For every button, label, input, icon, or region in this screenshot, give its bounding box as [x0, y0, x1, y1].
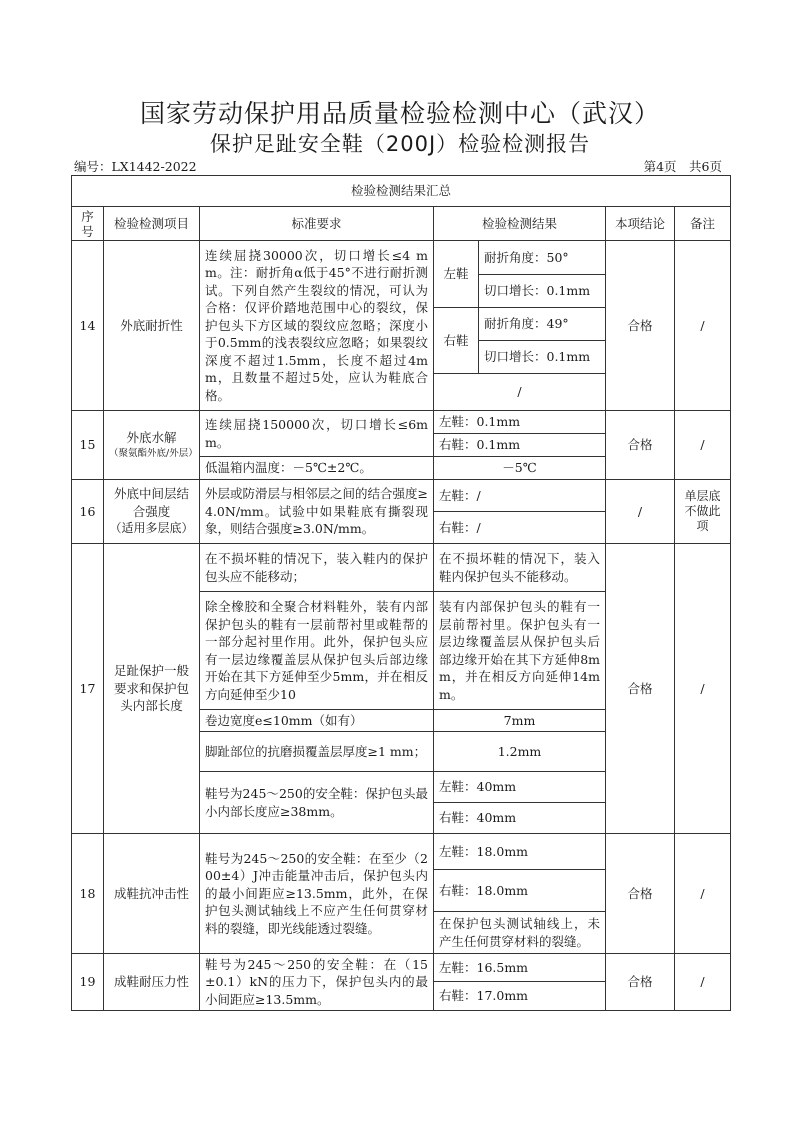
result-2: 装有内部保护包头的鞋有一层前帮衬里。保护包头有一层边缘覆盖层从保护包头后部边缘开始在其下方延伸8mm，并在相反方向延伸14mm。 — [434, 592, 606, 710]
row-item — [104, 480, 200, 544]
item-title: 外底中间层结合强度 — [113, 486, 189, 519]
row-requirement: 连续屈挠30000次，切口增长≤4 mm。注：耐折角α低于45°不进行耐折测试。下列自然产生裂纹的情况，可认为合格：仅评价踏地范围中心的裂纹，保护包头下方区域的裂纹应忽略；深度小于0.5mm的浅表裂纹应忽略；如果裂纹深度不超过1.5mm，长度不超过4mm，且数量不超过5处，应认为鞋底合格。 — [200, 241, 434, 411]
row-requirement: 鞋号为245～250的安全鞋：在（15±0.1）kN的压力下，保护包头内的最小间距应≥13.5mm。 — [200, 954, 434, 1011]
row-requirement: 外层或防滑层与相邻层之间的结合强度≥4.0N/mm。试验中如果鞋底有撕裂现象，则结合强度≥3.0N/mm。 — [200, 480, 434, 544]
results-table — [71, 175, 731, 1011]
right-result: 右鞋：0.1mm — [434, 434, 606, 457]
row-item — [104, 411, 200, 480]
col-result: 检验检测结果 — [434, 207, 606, 241]
right-result: 右鞋：/ — [434, 512, 606, 544]
row-requirement: 鞋号为245～250的安全鞋：在至少（200±4）J冲击能量冲击后，保护包头内的最小间距应≥13.5mm，此外，在保护包头测试轴线上不应产生任何贯穿材料的裂缝，即光线能透过裂缝。 — [200, 834, 434, 954]
col-remark: 备注 — [675, 207, 731, 241]
requirement-5: 鞋号为245～250的安全鞋：保护包头最小内部长度应≥38mm。 — [200, 772, 434, 834]
requirement-1: 在不损坏鞋的情况下，装入鞋内的保护包头应不能移动； — [200, 544, 434, 592]
requirement-4: 脚趾部位的抗磨损覆盖层厚度≥1 mm； — [200, 732, 434, 772]
row-item: 成鞋耐压力性 — [104, 954, 200, 1011]
row-conclusion: 合格 — [606, 544, 675, 834]
col-requirement: 标准要求 — [200, 207, 434, 241]
table-row — [72, 834, 731, 870]
left-result: 左鞋：/ — [434, 480, 606, 512]
requirement-3: 卷边宽度e≤10mm（如有） — [200, 710, 434, 732]
institution-title: 国家劳动保护用品质量检验检测中心（武汉） — [139, 99, 660, 128]
left-result: 左鞋：18.0mm — [434, 834, 606, 870]
row-seq: 14 — [72, 241, 104, 411]
row-remark: / — [675, 834, 731, 954]
col-conclusion: 本项结论 — [606, 207, 675, 241]
left-result: 左鞋：16.5mm — [434, 954, 606, 982]
right-result: 右鞋：18.0mm — [434, 870, 606, 912]
right-angle: 耐折角度：49° — [479, 308, 606, 341]
table-row — [72, 544, 731, 592]
row-remark: / — [675, 411, 731, 480]
col-item: 检验检测项目 — [104, 207, 200, 241]
row-item: 外底耐折性 — [104, 241, 200, 411]
table-header-row — [72, 207, 731, 241]
row-conclusion: 合格 — [606, 954, 675, 1011]
right-result: 右鞋：17.0mm — [434, 982, 606, 1011]
result-extra: / — [434, 374, 606, 411]
table-row — [72, 411, 731, 434]
row-conclusion: 合格 — [606, 241, 675, 411]
left-result: 左鞋：0.1mm — [434, 411, 606, 434]
row-seq: 18 — [72, 834, 104, 954]
row-remark: / — [675, 241, 731, 411]
result-1: 在不损坏鞋的情况下，装入鞋内保护包头不能移动。 — [434, 544, 606, 592]
page-info: 第4页 共6页 — [643, 159, 722, 174]
row-remark: / — [675, 544, 731, 834]
left-angle: 耐折角度：50° — [479, 241, 606, 275]
table-row — [72, 954, 731, 982]
row-conclusion: / — [606, 480, 675, 544]
report-number: 编号：LX1442-2022 — [74, 159, 197, 174]
result-4: 1.2mm — [434, 732, 606, 772]
item-note: （适用多层底） — [109, 521, 194, 536]
col-seq: 序号 — [72, 207, 104, 241]
requirement-2: 除全橡胶和全聚合材料鞋外，装有内部保护包头的鞋有一层前帮衬里或鞋帮的一部分起衬里作用。此外，保护包头应有一层边缘覆盖层从保护包头后部边缘开始在其下方延伸至少5mm，并在相反方向延伸至少10 — [200, 592, 434, 710]
item-note: （聚氨酯外底/外层） — [109, 447, 198, 459]
left-cut: 切口增长：0.1mm — [479, 275, 606, 308]
right-cut: 切口增长：0.1mm — [479, 341, 606, 374]
table-caption: 检验检测结果汇总 — [72, 176, 731, 207]
left-result: 左鞋：40mm — [434, 772, 606, 803]
temp-requirement: 低温箱内温度：－5℃±2℃。 — [200, 457, 434, 480]
table-row — [72, 241, 731, 275]
row-seq: 15 — [72, 411, 104, 480]
temp-result: －5℃ — [434, 457, 606, 480]
crack-result: 在保护包头测试轴线上，未产生任何贯穿材料的裂缝。 — [434, 912, 606, 954]
item-title: 外底水解 — [126, 430, 177, 446]
row-requirement: 连续屈挠150000次，切口增长≤6mm。 — [200, 411, 434, 457]
row-item: 成鞋抗冲击性 — [104, 834, 200, 954]
right-shoe-label: 右鞋 — [434, 308, 479, 374]
left-shoe-label: 左鞋 — [434, 241, 479, 308]
row-remark: / — [675, 954, 731, 1011]
table-row — [72, 480, 731, 512]
row-item: 足趾保护一般要求和保护包头内部长度 — [104, 544, 200, 834]
row-seq: 17 — [72, 544, 104, 834]
row-remark: 单层底不做此项 — [675, 480, 731, 544]
report-title: 保护足趾安全鞋（200J）检验检测报告 — [209, 132, 591, 156]
row-seq: 19 — [72, 954, 104, 1011]
row-conclusion: 合格 — [606, 411, 675, 480]
right-result: 右鞋：40mm — [434, 803, 606, 834]
row-conclusion: 合格 — [606, 834, 675, 954]
row-seq: 16 — [72, 480, 104, 544]
result-3: 7mm — [434, 710, 606, 732]
